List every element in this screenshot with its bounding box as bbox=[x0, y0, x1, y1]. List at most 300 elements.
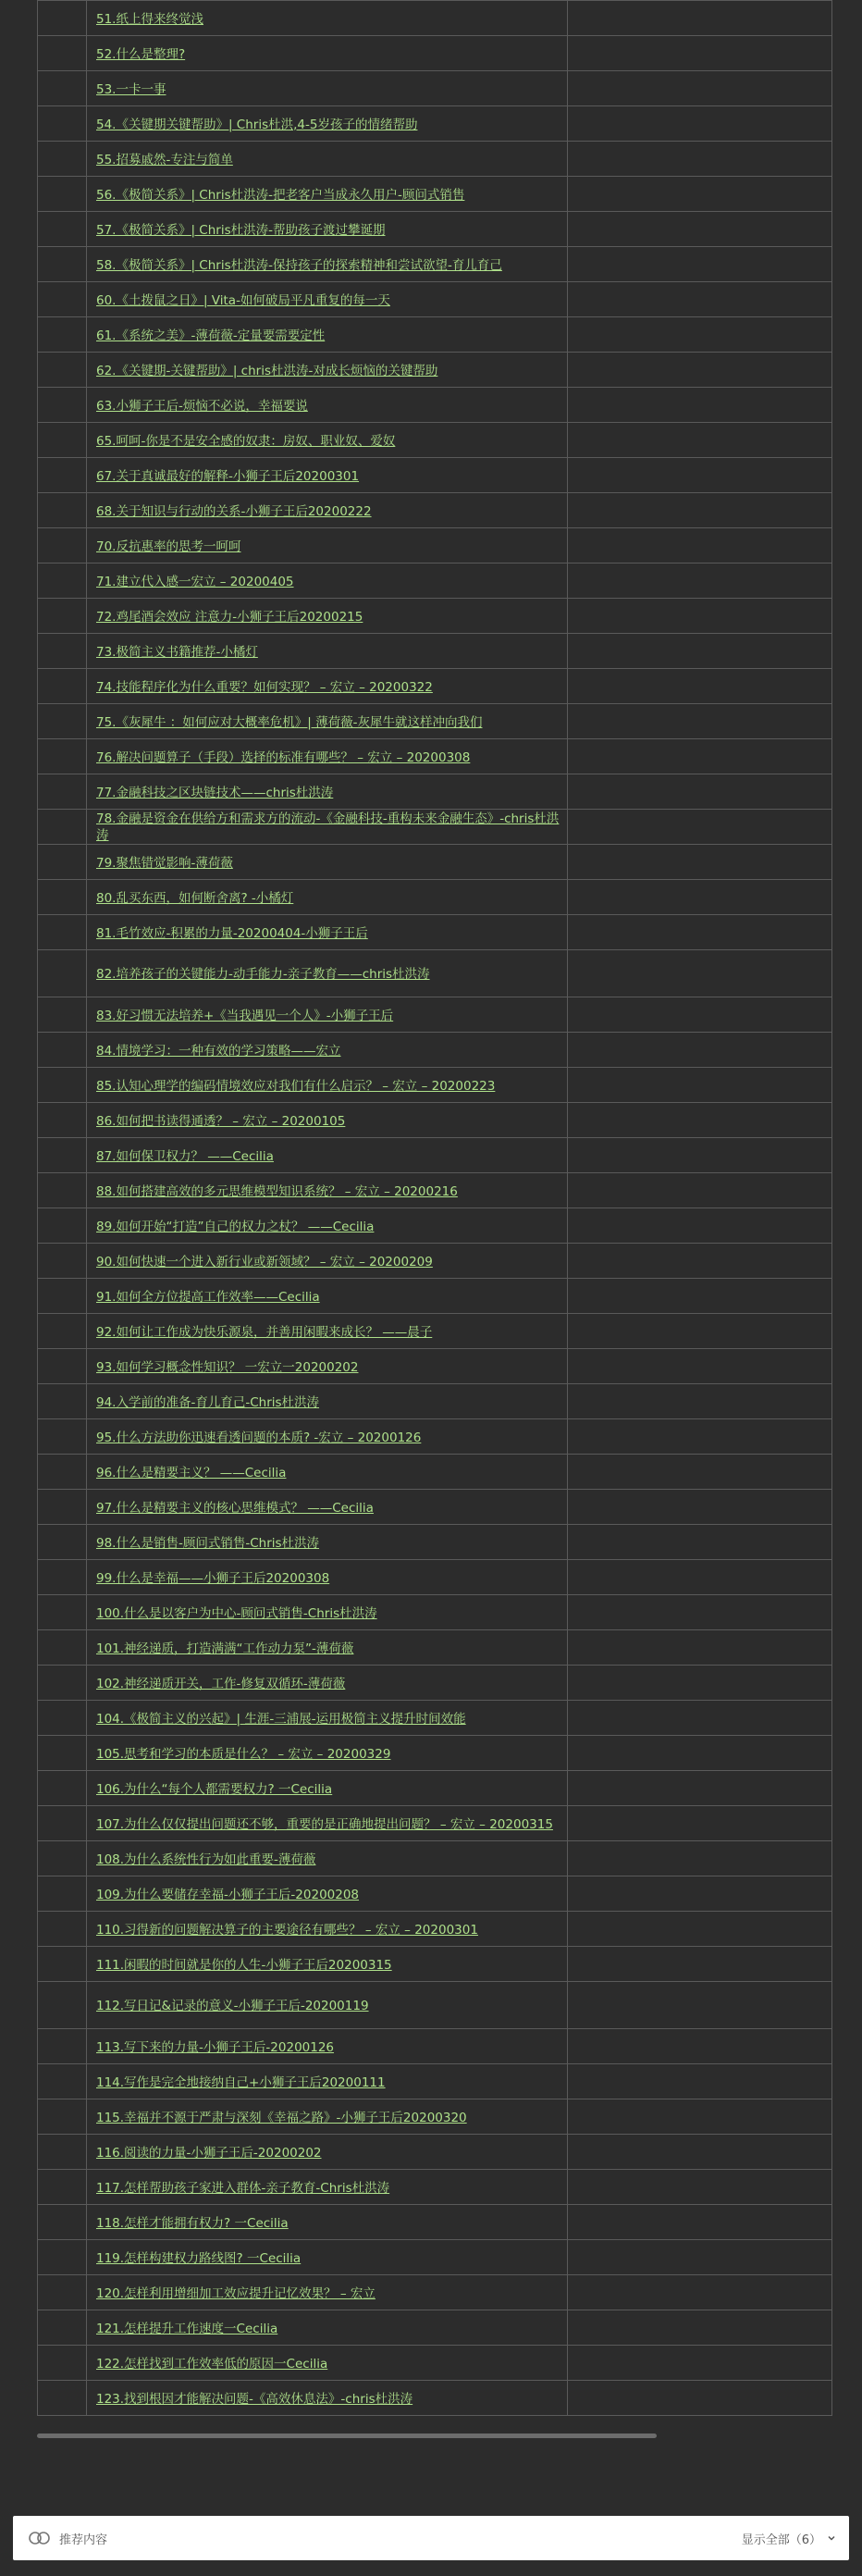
row-spacer-cell bbox=[38, 1208, 87, 1244]
table-row bbox=[38, 1419, 832, 1455]
article-link[interactable]: 90.如何快速一个进入新行业或新领域？ – 宏立 – 20200209 bbox=[96, 1254, 433, 1269]
article-title-cell bbox=[87, 528, 568, 564]
article-title-cell bbox=[87, 2064, 568, 2099]
article-title-cell bbox=[87, 423, 568, 458]
article-title-cell bbox=[87, 2381, 568, 2416]
table-row bbox=[38, 2346, 832, 2381]
row-spacer-cell bbox=[38, 2135, 87, 2170]
article-title-cell bbox=[87, 1701, 568, 1736]
empty-cell bbox=[568, 1876, 832, 1912]
row-spacer-cell bbox=[38, 2346, 87, 2381]
table-row bbox=[38, 1314, 832, 1349]
article-title-cell bbox=[87, 1033, 568, 1068]
article-table-container bbox=[37, 0, 825, 2416]
article-title-cell bbox=[87, 669, 568, 704]
table-row bbox=[38, 1138, 832, 1173]
recommend-bar bbox=[13, 2516, 849, 2560]
table-row bbox=[38, 2205, 832, 2240]
article-title-cell bbox=[87, 1947, 568, 1982]
row-spacer-cell bbox=[38, 950, 87, 997]
article-title-cell bbox=[87, 1, 568, 36]
article-link[interactable]: 111.闲暇的时间就是你的人生-小狮子王后20200315 bbox=[96, 1957, 392, 1973]
empty-cell bbox=[568, 1701, 832, 1736]
row-spacer-cell bbox=[38, 317, 87, 353]
row-spacer-cell bbox=[38, 2310, 87, 2346]
row-spacer-cell bbox=[38, 282, 87, 317]
article-link[interactable]: 56.《极简关系》| Chris杜洪涛-把老客户当成永久用户-顾问式销售 bbox=[96, 187, 465, 203]
empty-cell bbox=[568, 177, 832, 212]
row-spacer-cell bbox=[38, 915, 87, 950]
table-row bbox=[38, 106, 832, 142]
empty-cell bbox=[568, 1419, 832, 1455]
article-title-cell bbox=[87, 634, 568, 669]
article-title-cell bbox=[87, 2346, 568, 2381]
article-link[interactable]: 105.思考和学习的本质是什么？ – 宏立 – 20200329 bbox=[96, 1746, 391, 1762]
empty-cell bbox=[568, 1138, 832, 1173]
article-link[interactable]: 110.习得新的问题解决算子的主要途径有哪些？ – 宏立 – 20200301 bbox=[96, 1922, 478, 1938]
article-link[interactable]: 60.《土拨鼠之日》| Vita-如何破局平凡重复的每一天 bbox=[96, 292, 390, 308]
article-title-cell bbox=[87, 106, 568, 142]
article-title-cell bbox=[87, 1912, 568, 1947]
table-row bbox=[38, 1666, 832, 1701]
empty-cell bbox=[568, 212, 832, 247]
recommend-label: 推荐内容 bbox=[59, 2533, 108, 2547]
article-title-cell bbox=[87, 2099, 568, 2135]
article-link[interactable]: 70.反抗惠率的思考一呵呵 bbox=[96, 539, 241, 554]
table-row bbox=[38, 353, 832, 388]
table-row bbox=[38, 880, 832, 915]
table-row bbox=[38, 1806, 832, 1841]
table-row bbox=[38, 1630, 832, 1666]
article-link[interactable]: 104.《极简主义的兴起》| 生涯-三浦展-运用极简主义提升时间效能 bbox=[96, 1711, 466, 1727]
article-title-cell bbox=[87, 810, 568, 845]
table-row bbox=[38, 774, 832, 810]
row-spacer-cell bbox=[38, 212, 87, 247]
article-link[interactable]: 108.为什么系统性行为如此重要-薄荷薇 bbox=[96, 1852, 316, 1867]
article-link[interactable]: 53.一卡一事 bbox=[96, 81, 166, 97]
empty-cell bbox=[568, 528, 832, 564]
table-row bbox=[38, 528, 832, 564]
article-link[interactable]: 77.金融科技之区块链技术——chris杜洪涛 bbox=[96, 785, 334, 800]
empty-cell bbox=[568, 1841, 832, 1876]
row-spacer-cell bbox=[38, 880, 87, 915]
article-link[interactable]: 96.什么是精要主义？ ——Cecilia bbox=[96, 1465, 287, 1480]
article-link[interactable]: 114.写作是完全地接纳自己+小狮子王后20200111 bbox=[96, 2074, 386, 2090]
article-link[interactable]: 113.写下来的力量-小狮子王后-20200126 bbox=[96, 2039, 335, 2055]
table-row bbox=[38, 1701, 832, 1736]
empty-cell bbox=[568, 317, 832, 353]
row-spacer-cell bbox=[38, 1841, 87, 1876]
article-link[interactable]: 78.金融是资金在供给方和需求方的流动-《金融科技-重构未来金融生态》-chris杜洪涛 bbox=[96, 811, 560, 843]
row-spacer-cell bbox=[38, 1033, 87, 1068]
table-row bbox=[38, 564, 832, 599]
article-link[interactable]: 57.《极简关系》| Chris杜洪涛-帮助孩子渡过攀诞期 bbox=[96, 222, 386, 238]
table-row bbox=[38, 704, 832, 739]
empty-cell bbox=[568, 1666, 832, 1701]
table-row bbox=[38, 1455, 832, 1490]
row-spacer-cell bbox=[38, 634, 87, 669]
article-title-cell bbox=[87, 1525, 568, 1560]
article-title-cell bbox=[87, 1208, 568, 1244]
empty-cell bbox=[568, 71, 832, 106]
article-title-cell bbox=[87, 2240, 568, 2275]
article-link[interactable]: 89.如何开始“打造”自己的权力之杖？ ——Cecilia bbox=[96, 1219, 375, 1234]
article-title-cell bbox=[87, 2135, 568, 2170]
row-spacer-cell bbox=[38, 1244, 87, 1279]
article-link[interactable]: 75.《灰犀牛 ：如何应对大概率危机》| 薄荷薇-灰犀牛就这样冲向我们 bbox=[96, 714, 483, 730]
row-spacer-cell bbox=[38, 1279, 87, 1314]
empty-cell bbox=[568, 1490, 832, 1525]
empty-cell bbox=[568, 1279, 832, 1314]
article-link[interactable]: 85.认知心理学的编码情境效应对我们有什么启示？ – 宏立 – 20200223 bbox=[96, 1078, 496, 1094]
row-spacer-cell bbox=[38, 36, 87, 71]
article-link[interactable]: 91.如何全方位提高工作效率——Cecilia bbox=[96, 1289, 320, 1305]
empty-cell bbox=[568, 2240, 832, 2275]
table-row bbox=[38, 1982, 832, 2029]
row-spacer-cell bbox=[38, 774, 87, 810]
row-spacer-cell bbox=[38, 1068, 87, 1103]
article-link[interactable]: 119.怎样构建权力路线图? 一Cecilia bbox=[96, 2250, 302, 2266]
article-title-cell bbox=[87, 880, 568, 915]
empty-cell bbox=[568, 2346, 832, 2381]
empty-cell bbox=[568, 353, 832, 388]
table-row bbox=[38, 1384, 832, 1419]
row-spacer-cell bbox=[38, 106, 87, 142]
article-link[interactable]: 61.《系统之美》-薄荷薇-定量要需要定性 bbox=[96, 328, 326, 343]
article-title-cell bbox=[87, 997, 568, 1033]
article-link[interactable]: 83.好习惯无法培养+《当我遇见一个人》-小狮子王后 bbox=[96, 1008, 394, 1023]
article-link[interactable]: 86.如何把书读得通透？ – 宏立 – 20200105 bbox=[96, 1113, 346, 1129]
table-row bbox=[38, 423, 832, 458]
row-spacer-cell bbox=[38, 1701, 87, 1736]
show-all-label: 显示全部（6） bbox=[741, 2533, 821, 2547]
table-row bbox=[38, 2310, 832, 2346]
article-link[interactable]: 54.《关键期关键帮助》| Chris杜洪,4-5岁孩子的情绪帮助 bbox=[96, 117, 418, 132]
row-spacer-cell bbox=[38, 1912, 87, 1947]
article-title-cell bbox=[87, 774, 568, 810]
article-link[interactable]: 80.乱买东西，如何断舍离? -小橘灯 bbox=[96, 890, 294, 906]
article-link[interactable]: 118.怎样才能拥有权力? 一Cecilia bbox=[96, 2215, 289, 2231]
table-row bbox=[38, 997, 832, 1033]
empty-cell bbox=[568, 1173, 832, 1208]
row-spacer-cell bbox=[38, 1, 87, 36]
row-spacer-cell bbox=[38, 1771, 87, 1806]
article-link[interactable]: 122.怎样找到工作效率低的原因一Cecilia bbox=[96, 2356, 328, 2372]
empty-cell bbox=[568, 1384, 832, 1419]
empty-cell bbox=[568, 2205, 832, 2240]
row-spacer-cell bbox=[38, 423, 87, 458]
empty-cell bbox=[568, 458, 832, 493]
table-row bbox=[38, 810, 832, 845]
empty-cell bbox=[568, 1, 832, 36]
table-row bbox=[38, 36, 832, 71]
empty-cell bbox=[568, 1314, 832, 1349]
article-link[interactable]: 112.写日记&记录的意义-小狮子王后-20200119 bbox=[96, 1999, 369, 2013]
row-spacer-cell bbox=[38, 2099, 87, 2135]
row-spacer-cell bbox=[38, 2029, 87, 2064]
row-spacer-cell bbox=[38, 564, 87, 599]
row-spacer-cell bbox=[38, 353, 87, 388]
empty-cell bbox=[568, 1244, 832, 1279]
table-row bbox=[38, 739, 832, 774]
article-title-cell bbox=[87, 1736, 568, 1771]
article-link[interactable]: 65.呵呵-你是不是安全感的奴隶：房奴、职业奴、爱奴 bbox=[96, 433, 396, 449]
table-row bbox=[38, 1279, 832, 1314]
article-link[interactable]: 73.极简主义书籍推荐-小橘灯 bbox=[96, 644, 258, 660]
empty-cell bbox=[568, 1912, 832, 1947]
article-link[interactable]: 81.毛竹效应-积累的力量-20200404-小狮子王后 bbox=[96, 925, 368, 941]
horizontal-scrollbar[interactable] bbox=[37, 2434, 657, 2438]
article-link[interactable]: 55.招募戚然-专注与简单 bbox=[96, 152, 233, 167]
show-all-button[interactable] bbox=[742, 2530, 836, 2547]
empty-cell bbox=[568, 704, 832, 739]
article-title-cell bbox=[87, 317, 568, 353]
article-link[interactable]: 99.什么是幸福——小狮子王后20200308 bbox=[96, 1570, 330, 1586]
article-title-cell bbox=[87, 1630, 568, 1666]
article-title-cell bbox=[87, 950, 568, 997]
article-link[interactable]: 63.小狮子王后-烦恼不必说，幸福要说 bbox=[96, 398, 308, 414]
empty-cell bbox=[568, 669, 832, 704]
row-spacer-cell bbox=[38, 528, 87, 564]
table-row bbox=[38, 915, 832, 950]
article-title-cell bbox=[87, 1138, 568, 1173]
article-link[interactable]: 92.如何让工作成为快乐源泉，并善用闲暇来成长？ ——晨子 bbox=[96, 1324, 433, 1340]
row-spacer-cell bbox=[38, 1560, 87, 1595]
row-spacer-cell bbox=[38, 1314, 87, 1349]
table-row bbox=[38, 2029, 832, 2064]
article-title-cell bbox=[87, 2029, 568, 2064]
article-link[interactable]: 100.什么是以客户为中心-顾问式销售-Chris杜洪涛 bbox=[96, 1605, 377, 1621]
article-link[interactable]: 58.《极简关系》| Chris杜洪涛-保持孩子的探索精神和尝试欲望-育儿育己 bbox=[96, 257, 502, 273]
article-title-cell bbox=[87, 1279, 568, 1314]
table-row bbox=[38, 247, 832, 282]
article-link[interactable]: 97.什么是精要主义的核心思维模式？ ——Cecilia bbox=[96, 1500, 374, 1516]
article-title-cell bbox=[87, 1490, 568, 1525]
table-row bbox=[38, 1947, 832, 1982]
article-link[interactable]: 68.关于知识与行动的关系-小狮子王后20200222 bbox=[96, 503, 372, 519]
empty-cell bbox=[568, 2029, 832, 2064]
row-spacer-cell bbox=[38, 2205, 87, 2240]
row-spacer-cell bbox=[38, 2170, 87, 2205]
empty-cell bbox=[568, 1208, 832, 1244]
empty-cell bbox=[568, 142, 832, 177]
empty-cell bbox=[568, 810, 832, 845]
table-row bbox=[38, 1208, 832, 1244]
table-row bbox=[38, 599, 832, 634]
row-spacer-cell bbox=[38, 599, 87, 634]
row-spacer-cell bbox=[38, 2240, 87, 2275]
table-row bbox=[38, 2099, 832, 2135]
empty-cell bbox=[568, 1771, 832, 1806]
empty-cell bbox=[568, 739, 832, 774]
empty-cell bbox=[568, 1947, 832, 1982]
row-spacer-cell bbox=[38, 704, 87, 739]
article-link[interactable]: 121.怎样提升工作速度一Cecilia bbox=[96, 2321, 278, 2336]
article-table bbox=[37, 0, 832, 2416]
row-spacer-cell bbox=[38, 1490, 87, 1525]
empty-cell bbox=[568, 36, 832, 71]
article-title-cell bbox=[87, 142, 568, 177]
article-link[interactable]: 107.为什么仅仅提出问题还不够，重要的是正确地提出问题？ – 宏立 – 20200315 bbox=[96, 1816, 553, 1832]
empty-cell bbox=[568, 880, 832, 915]
row-spacer-cell bbox=[38, 2064, 87, 2099]
row-spacer-cell bbox=[38, 1982, 87, 2029]
article-title-cell bbox=[87, 845, 568, 880]
empty-cell bbox=[568, 493, 832, 528]
table-row bbox=[38, 493, 832, 528]
table-row bbox=[38, 142, 832, 177]
article-title-cell bbox=[87, 353, 568, 388]
article-title-cell bbox=[87, 1806, 568, 1841]
article-title-cell bbox=[87, 739, 568, 774]
article-link[interactable]: 102.神经递质开关，工作-修复双循环-薄荷薇 bbox=[96, 1676, 346, 1691]
empty-cell bbox=[568, 1033, 832, 1068]
row-spacer-cell bbox=[38, 1595, 87, 1630]
row-spacer-cell bbox=[38, 1630, 87, 1666]
article-link[interactable]: 62.《关键期-关键帮助》| chris杜洪涛-对成长烦恼的关键帮助 bbox=[96, 363, 438, 378]
article-link[interactable]: 74.技能程序化为什么重要？如何实现？ – 宏立 – 20200322 bbox=[96, 679, 433, 695]
article-title-cell bbox=[87, 1876, 568, 1912]
article-link[interactable]: 72.鸡尾酒会效应 注意力-小狮子王后20200215 bbox=[96, 609, 363, 625]
row-spacer-cell bbox=[38, 1138, 87, 1173]
row-spacer-cell bbox=[38, 1384, 87, 1419]
article-link[interactable]: 117.怎样帮助孩子家进入群体-亲子教育-Chris杜洪涛 bbox=[96, 2180, 390, 2196]
empty-cell bbox=[568, 634, 832, 669]
table-row bbox=[38, 669, 832, 704]
article-title-cell bbox=[87, 2310, 568, 2346]
article-link[interactable]: 71.建立代入感一宏立 – 20200405 bbox=[96, 574, 294, 589]
row-spacer-cell bbox=[38, 1876, 87, 1912]
row-spacer-cell bbox=[38, 1806, 87, 1841]
row-spacer-cell bbox=[38, 1419, 87, 1455]
empty-cell bbox=[568, 1595, 832, 1630]
article-title-cell bbox=[87, 1771, 568, 1806]
row-spacer-cell bbox=[38, 739, 87, 774]
table-row bbox=[38, 282, 832, 317]
table-row bbox=[38, 634, 832, 669]
article-link[interactable]: 82.培养孩子的关键能力-动手能力-亲子教育——chris杜洪涛 bbox=[96, 967, 430, 982]
row-spacer-cell bbox=[38, 247, 87, 282]
empty-cell bbox=[568, 2099, 832, 2135]
article-title-cell bbox=[87, 1666, 568, 1701]
empty-cell bbox=[568, 1806, 832, 1841]
empty-cell bbox=[568, 106, 832, 142]
article-link[interactable]: 93.如何学习概念性知识？ 一宏立一20200202 bbox=[96, 1359, 359, 1375]
empty-cell bbox=[568, 2064, 832, 2099]
article-link[interactable]: 88.如何搭建高效的多元思维模型知识系统？ – 宏立 – 20200216 bbox=[96, 1183, 458, 1199]
article-title-cell bbox=[87, 2205, 568, 2240]
empty-cell bbox=[568, 1455, 832, 1490]
empty-cell bbox=[568, 564, 832, 599]
article-link[interactable]: 67.关于真诚最好的解释-小狮子王后20200301 bbox=[96, 468, 360, 484]
article-title-cell bbox=[87, 599, 568, 634]
article-link[interactable]: 115.幸福并不源于严肃与深刻《幸福之路》-小狮子王后20200320 bbox=[96, 2110, 467, 2125]
table-row bbox=[38, 845, 832, 880]
article-link[interactable]: 95.什么方法助你迅速看透问题的本质? -宏立 – 20200126 bbox=[96, 1430, 422, 1445]
article-title-cell bbox=[87, 915, 568, 950]
table-row bbox=[38, 1560, 832, 1595]
article-title-cell bbox=[87, 493, 568, 528]
article-title-cell bbox=[87, 458, 568, 493]
table-row bbox=[38, 2240, 832, 2275]
article-link[interactable]: 87.如何保卫权力？ ——Cecilia bbox=[96, 1148, 274, 1164]
article-title-cell bbox=[87, 1349, 568, 1384]
article-title-cell bbox=[87, 2275, 568, 2310]
empty-cell bbox=[568, 1525, 832, 1560]
row-spacer-cell bbox=[38, 1666, 87, 1701]
article-title-cell bbox=[87, 1982, 568, 2029]
table-row bbox=[38, 177, 832, 212]
row-spacer-cell bbox=[38, 1736, 87, 1771]
article-link[interactable]: 79.聚焦错觉影响-薄荷薇 bbox=[96, 855, 233, 871]
article-link[interactable]: 76.解决问题算子（手段）选择的标准有哪些？ – 宏立 – 20200308 bbox=[96, 749, 471, 765]
row-spacer-cell bbox=[38, 493, 87, 528]
row-spacer-cell bbox=[38, 1455, 87, 1490]
table-row bbox=[38, 1, 832, 36]
empty-cell bbox=[568, 915, 832, 950]
row-spacer-cell bbox=[38, 1173, 87, 1208]
empty-cell bbox=[568, 950, 832, 997]
article-link[interactable]: 109.为什么要储存幸福-小狮子王后-20200208 bbox=[96, 1887, 360, 1902]
article-title-cell bbox=[87, 1068, 568, 1103]
article-link[interactable]: 101.神经递质，打造满满“工作动力泵”-薄荷薇 bbox=[96, 1641, 354, 1656]
article-link[interactable]: 123.找到根因才能解决问题-《高效休息法》-chris杜洪涛 bbox=[96, 2391, 413, 2407]
row-spacer-cell bbox=[38, 1947, 87, 1982]
article-link[interactable]: 51.纸上得来终觉浅 bbox=[96, 11, 203, 27]
article-link[interactable]: 84.情境学习：一种有效的学习策略——宏立 bbox=[96, 1043, 341, 1059]
row-spacer-cell bbox=[38, 845, 87, 880]
table-row bbox=[38, 1173, 832, 1208]
table-row bbox=[38, 458, 832, 493]
article-title-cell bbox=[87, 704, 568, 739]
table-row bbox=[38, 2064, 832, 2099]
empty-cell bbox=[568, 247, 832, 282]
recommend-icon bbox=[28, 2531, 52, 2545]
row-spacer-cell bbox=[38, 177, 87, 212]
table-row bbox=[38, 1244, 832, 1279]
table-row bbox=[38, 71, 832, 106]
article-title-cell bbox=[87, 388, 568, 423]
table-row bbox=[38, 2135, 832, 2170]
table-row bbox=[38, 388, 832, 423]
row-spacer-cell bbox=[38, 71, 87, 106]
article-link[interactable]: 116.阅读的力量-小狮子王后-20200202 bbox=[96, 2145, 322, 2161]
article-link[interactable]: 98.什么是销售-顾问式销售-Chris杜洪涛 bbox=[96, 1535, 320, 1551]
article-link[interactable]: 52.什么是整理? bbox=[96, 46, 186, 62]
article-title-cell bbox=[87, 1419, 568, 1455]
article-title-cell bbox=[87, 71, 568, 106]
article-title-cell bbox=[87, 1455, 568, 1490]
empty-cell bbox=[568, 1982, 832, 2029]
row-spacer-cell bbox=[38, 810, 87, 845]
empty-cell bbox=[568, 2135, 832, 2170]
table-row bbox=[38, 2275, 832, 2310]
empty-cell bbox=[568, 2170, 832, 2205]
article-link[interactable]: 106.为什么“每个人都需要权力? 一Cecilia bbox=[96, 1781, 333, 1797]
empty-cell bbox=[568, 1103, 832, 1138]
table-row bbox=[38, 2170, 832, 2205]
empty-cell bbox=[568, 997, 832, 1033]
table-row bbox=[38, 2381, 832, 2416]
article-link[interactable]: 94.入学前的准备-育儿育己-Chris杜洪涛 bbox=[96, 1394, 320, 1410]
article-title-cell bbox=[87, 1244, 568, 1279]
article-link[interactable]: 120.怎样利用增细加工效应提升记忆效果？ – 宏立 bbox=[96, 2285, 376, 2301]
empty-cell bbox=[568, 423, 832, 458]
table-row bbox=[38, 1771, 832, 1806]
empty-cell bbox=[568, 388, 832, 423]
table-row bbox=[38, 212, 832, 247]
article-title-cell bbox=[87, 1841, 568, 1876]
